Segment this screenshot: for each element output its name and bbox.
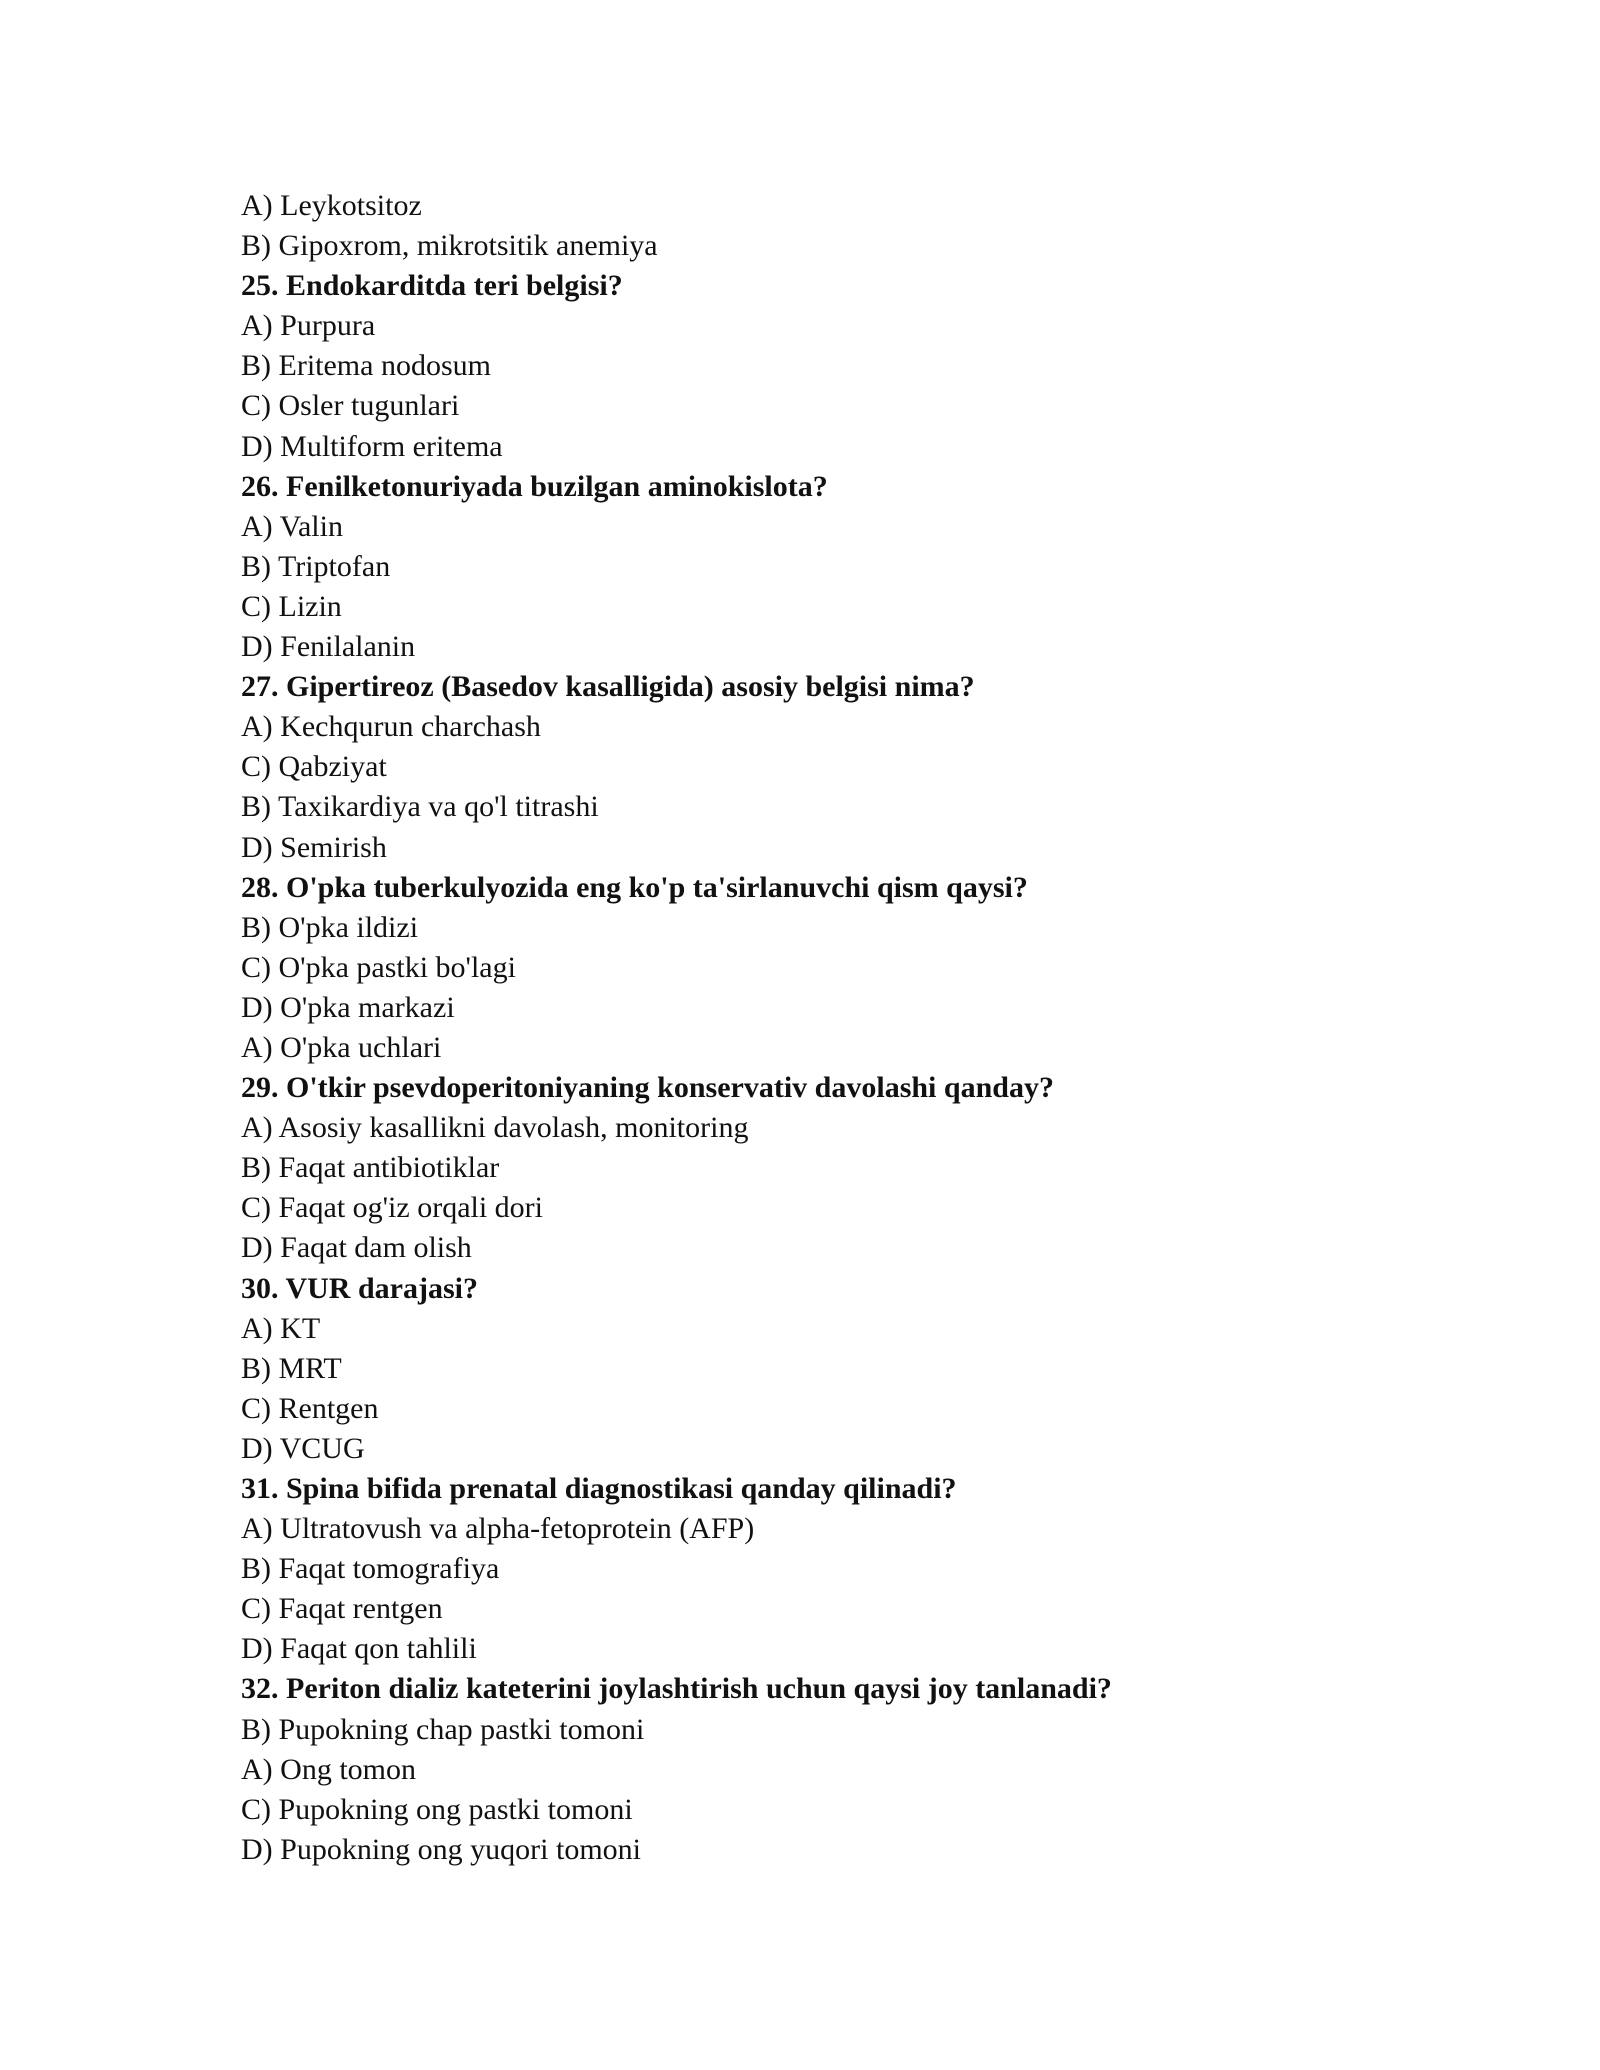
- answer-option: A) Valin: [241, 509, 343, 543]
- answer-option: B) MRT: [241, 1351, 342, 1385]
- answer-option: D) Semirish: [241, 830, 387, 864]
- answer-option: D) Faqat qon tahlili: [241, 1632, 477, 1666]
- answer-option: C) Faqat rentgen: [241, 1592, 443, 1626]
- answer-option: B) Gipoxrom, mikrotsitik anemiya: [241, 229, 658, 263]
- answer-option: D) Faqat dam olish: [241, 1231, 472, 1265]
- answer-option: B) Taxikardiya va qo'l titrashi: [241, 790, 599, 824]
- answer-option: B) O'pka ildizi: [241, 910, 419, 944]
- answer-option: D) VCUG: [241, 1431, 365, 1465]
- answer-option: C) Lizin: [241, 589, 342, 623]
- answer-option: D) Fenilalanin: [241, 630, 416, 664]
- answer-option: A) Purpura: [241, 309, 376, 343]
- answer-option: C) O'pka pastki bo'lagi: [241, 950, 516, 984]
- question-heading: 31. Spina bifida prenatal diagnostikasi qanday qilinadi?: [241, 1472, 957, 1505]
- question-heading: 29. O'tkir psevdoperitoniyaning konservativ davolashi qanday?: [241, 1071, 1054, 1105]
- answer-option: A) Ong tomon: [241, 1752, 416, 1786]
- answer-option: A) KT: [241, 1311, 321, 1345]
- question-heading: 27. Gipertireoz (Basedov kasalligida) asosiy belgisi nima?: [241, 670, 975, 704]
- answer-option: C) Qabziyat: [241, 750, 387, 784]
- answer-option: A) Asosiy kasallikni davolash, monitoring: [241, 1111, 749, 1145]
- question-heading: 26. Fenilketonuriyada buzilgan aminokislota?: [241, 469, 828, 503]
- answer-option: D) Multiform eritema: [241, 429, 503, 463]
- answer-option: B) Triptofan: [241, 549, 391, 583]
- answer-option: A) Kechqurun charchash: [241, 710, 541, 744]
- question-heading: 25. Endokarditda teri belgisi?: [241, 269, 623, 303]
- answer-option: C) Rentgen: [241, 1391, 379, 1425]
- answer-option: C) Faqat og'iz orqali dori: [241, 1191, 544, 1225]
- answer-option: B) Faqat antibiotiklar: [241, 1151, 500, 1185]
- quiz-content: [241, 186, 1441, 1870]
- question-heading: 28. O'pka tuberkulyozida eng ko'p ta'sirlanuvchi qism qaysi?: [241, 870, 1028, 904]
- answer-option: C) Pupokning ong pastki tomoni: [241, 1792, 633, 1826]
- answer-option: B) Eritema nodosum: [241, 349, 491, 383]
- answer-option: B) Faqat tomografiya: [241, 1552, 500, 1586]
- answer-option: D) O'pka markazi: [241, 990, 455, 1024]
- answer-option: B) Pupokning chap pastki tomoni: [241, 1712, 645, 1746]
- answer-option: A) O'pka uchlari: [241, 1030, 442, 1064]
- answer-option: D) Pupokning ong yuqori tomoni: [241, 1832, 642, 1866]
- answer-option: A) Leykotsitoz: [241, 189, 422, 222]
- answer-option: A) Ultratovush va alpha-fetoprotein (AFP): [241, 1512, 755, 1546]
- question-heading: 30. VUR darajasi?: [241, 1271, 478, 1305]
- answer-option: C) Osler tugunlari: [241, 389, 460, 423]
- question-heading: 32. Periton dializ kateterini joylashtirish uchun qaysi joy tanlanadi?: [241, 1672, 1112, 1706]
